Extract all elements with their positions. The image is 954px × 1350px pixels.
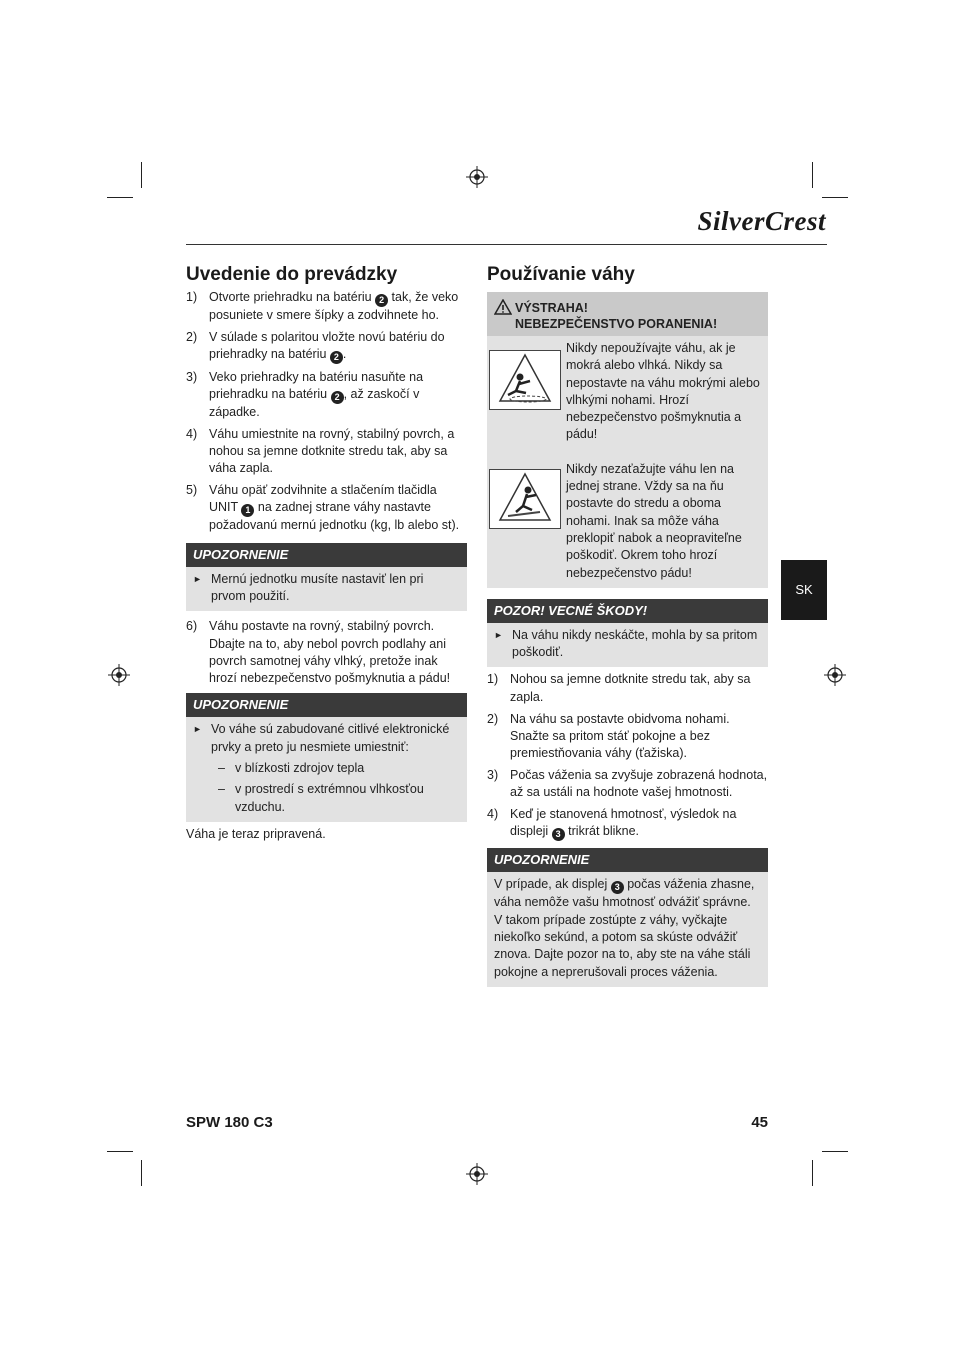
number-badge-icon: 3 — [611, 881, 624, 894]
warning-subheading: NEBEZPEČENSTVO PORANENIA! — [515, 317, 718, 331]
dash-item: – v blízkosti zdrojov tepla — [218, 761, 365, 776]
language-tab: SK — [781, 560, 827, 620]
brand-logo: SilverCrest — [697, 206, 826, 236]
list-item: 2) Na váhu sa postavte obidvoma nohami. Snažte sa pritom stáť pokojne a bez premiestňovania váhy (ťažiska). — [487, 711, 730, 761]
list-item: 1) Nohou sa jemne dotknite stredu tak, aby sa zapla. — [487, 672, 751, 704]
note-heading: UPOZORNENIE — [186, 693, 467, 717]
tipping-hazard-pictogram-icon — [489, 469, 561, 529]
note-text: V prípade, ak displej 3 počas váženia zhasne, váha nemôže vašu hmotnosť odvážiť správne. V takom prípade zostúpte z váhy, vyčkajte niekoľko sekúnd, a potom sa skúste odvážiť znova. Dajte pozor na to, aby ste na váhe stáli pokojne a neprerušovali proces váženia. — [487, 872, 768, 986]
dash-item: – v prostredí s extrémnou vlhkosťou vzduchu. — [218, 782, 424, 814]
number-badge-icon: 1 — [241, 504, 254, 517]
list-item: 4) Keď je stanovená hmotnosť, výsledok na displeji 3 trikrát blikne. — [487, 807, 737, 840]
warning-box — [487, 292, 768, 588]
warning-heading: VÝSTRAHA! — [515, 301, 588, 315]
right-column — [487, 292, 768, 987]
section-title-startup: Uvedenie do prevádzky — [186, 264, 398, 285]
warning-triangle-icon — [494, 299, 512, 315]
left-column — [186, 289, 467, 843]
crop-mark — [822, 1151, 848, 1152]
caution-heading: POZOR! VECNÉ ŠKODY! — [487, 599, 768, 623]
page-number: 45 — [751, 1114, 768, 1131]
note-heading: UPOZORNENIE — [487, 848, 768, 872]
note-heading: UPOZORNENIE — [186, 543, 467, 567]
model-number: SPW 180 C3 — [186, 1114, 273, 1131]
note-bullet: ► Vo váhe sú zabudované citlivé elektronické prvky a preto ju nesmiete umiestniť: — [193, 722, 450, 754]
crop-mark — [141, 162, 142, 188]
note-box — [186, 543, 467, 612]
list-item: 4) Váhu umiestnite na rovný, stabilný povrch, a nohou sa jemne dotknite stredu tak, aby sa váha zapla. — [186, 426, 455, 476]
warning-item — [487, 461, 768, 582]
arrow-bullet-icon: ► — [193, 724, 202, 735]
list-item: 6) Váhu postavte na rovný, stabilný povrch. Dbajte na to, aby nebol povrch podlahy ani povrch samotnej váhy vlhký, pretože inak hrozí nebezpečenstvo pošmyknutia a pádu! — [186, 619, 451, 686]
crop-mark — [812, 1160, 813, 1186]
note-box — [487, 848, 768, 986]
arrow-bullet-icon: ► — [193, 573, 202, 584]
crop-mark — [141, 1160, 142, 1186]
list-item: 2) V súlade s polaritou vložte novú batériu do priehradky na batériu 2 . — [186, 329, 445, 363]
section-title-usage: Používanie váhy — [487, 264, 635, 285]
number-badge-icon: 2 — [330, 351, 343, 364]
list-item: 3) Veko priehradky na batériu nasuňte na priehradku na batériu 2 , až zaskočí v západke. — [186, 369, 424, 419]
header-rule — [186, 244, 827, 245]
warning-item — [487, 340, 768, 444]
crop-mark — [812, 162, 813, 188]
usage-steps — [487, 671, 768, 841]
list-item: 3) Počas váženia sa zvyšuje zobrazená hodnota, až sa ustáli na hodnote vašej hmotnosti. — [487, 767, 768, 800]
crop-mark — [822, 197, 848, 198]
slip-hazard-pictogram-icon — [489, 350, 561, 410]
warning-text: Nikdy nepoužívajte váhu, ak je mokrá alebo vlhká. Nikdy sa nepostavte na váhu mokrými alebo vlhkými nohami. Hrozí nebezpečenstvo pošmyknutia a pádu! — [566, 341, 760, 442]
warning-text: Nikdy nezaťažujte váhu len na jednej strane. Vždy sa na ňu postavte do stredu a oboma nohami. Inak sa môže váha preklopiť nabok a neopraviteľne poškodiť. Okrem toho hrozí nebezpečenstvo pádu! — [566, 461, 742, 580]
list-item: 5) Váhu opäť zodvihnite a stlačením tlačidla UNIT 1 na zadnej strane váhy nastavte požadovanú mernú jednotku (kg, lb alebo st). — [186, 483, 460, 533]
registration-mark-icon — [108, 664, 130, 686]
crop-mark — [107, 1151, 133, 1152]
number-badge-icon: 3 — [552, 828, 565, 841]
registration-mark-icon — [466, 1163, 488, 1185]
crop-mark — [107, 197, 133, 198]
registration-mark-icon — [824, 664, 846, 686]
ready-text: Váha je teraz pripravená. — [186, 826, 326, 841]
caution-bullet: ► Na váhu nikdy neskáčte, mohla by sa pritom poškodiť. — [494, 627, 758, 660]
list-item: 1) Otvorte priehradku na batériu 2 tak, že veko posuniete v smere šípky a zodvihnete ho. — [186, 290, 459, 322]
startup-steps — [186, 289, 467, 535]
number-badge-icon: 2 — [375, 294, 388, 307]
registration-mark-icon — [466, 166, 488, 188]
number-badge-icon: 2 — [331, 391, 344, 404]
caution-box — [487, 599, 768, 668]
note-bullet: ► Mernú jednotku musíte nastaviť len pri prvom použití. — [193, 571, 424, 603]
note-box — [186, 693, 467, 821]
arrow-bullet-icon: ► — [494, 629, 503, 640]
